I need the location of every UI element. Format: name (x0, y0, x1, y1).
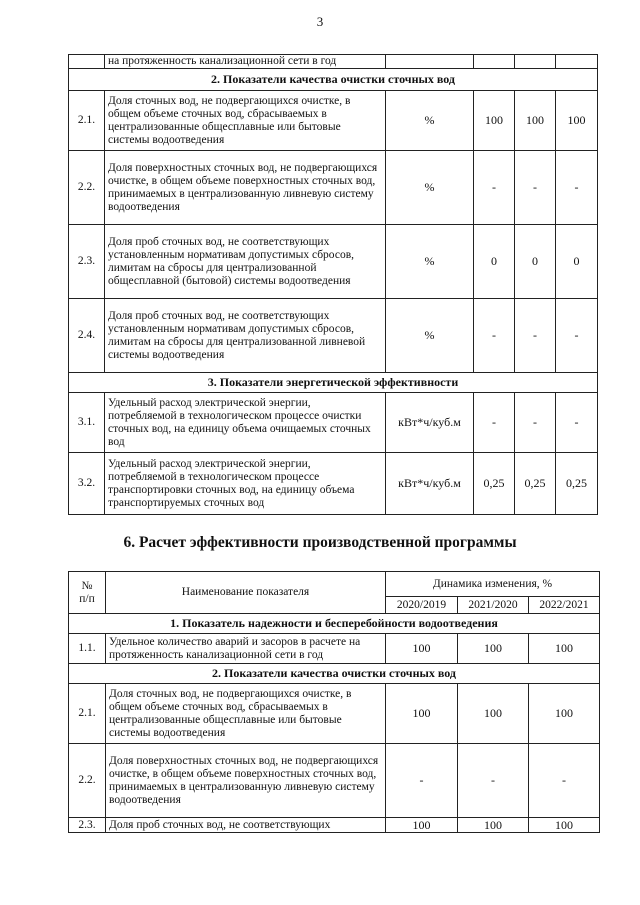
table-row (69, 744, 600, 818)
row-value-1: - (386, 744, 458, 818)
row-value-1: - (474, 151, 515, 225)
row-name: Доля проб сточных вод, не соответствующих установленным нормативам допустимых сбросов, лимитам на сбросы для централизованной ливневой системы водоотведения (105, 299, 386, 373)
row-value-3: 100 (529, 684, 600, 744)
row-value-3: 100 (556, 91, 598, 151)
header-name: Наименование показателя (106, 572, 386, 614)
section-row (69, 614, 600, 634)
row-value-3: 0 (556, 225, 598, 299)
section-row (69, 373, 598, 393)
row-value-1: - (474, 299, 515, 373)
section-title: 1. Показатель надежности и бесперебойности водоотведения (69, 614, 600, 634)
row-value-1: - (474, 393, 515, 453)
header-year: 2021/2020 (458, 597, 529, 614)
table-row (69, 393, 598, 453)
efficiency-table (68, 571, 600, 833)
row-value-3: - (529, 744, 600, 818)
section-title: 2. Показатели качества очистки сточных вод (69, 664, 600, 684)
row-name: Доля проб сточных вод, не соответствующих (106, 818, 386, 833)
section-title: 2. Показатели качества очистки сточных вод (69, 69, 598, 91)
row-value-3: - (556, 299, 598, 373)
row-unit: кВт*ч/куб.м (386, 453, 474, 515)
row-unit: % (386, 151, 474, 225)
row-number: 2.1. (69, 684, 106, 744)
header-number: № п/п (69, 572, 106, 614)
row-value-2: 0 (515, 225, 556, 299)
row-unit: кВт*ч/куб.м (386, 393, 474, 453)
row-name: Доля сточных вод, не подвергающихся очистке, в общем объеме сточных вод, сбрасываемых в централизованные общесплавные или бытовые системы водоотведения (106, 684, 386, 744)
table-row (69, 818, 600, 833)
row-number: 2.3. (69, 818, 106, 833)
row-name: Доля поверхностных сточных вод, не подвергающихся очистке, в общем объеме поверхностных сточных вод, принимаемых в централизованную ливневую систему водоотведения (106, 744, 386, 818)
row-unit: % (386, 91, 474, 151)
row-number: 2.2. (69, 151, 105, 225)
row-value-1: 100 (386, 818, 458, 833)
row-name: Доля проб сточных вод, не соответствующих установленным нормативам допустимых сбросов, лимитам на сбросы для централизованной общесплавной (бытовой) системы водоотведения (105, 225, 386, 299)
row-value-3: 0,25 (556, 453, 598, 515)
row-number: 3.1. (69, 393, 105, 453)
header-dynamics: Динамика изменения, % (386, 572, 600, 597)
row-value-2: 100 (458, 634, 529, 664)
row-name: Доля сточных вод, не подвергающихся очистке, в общем объеме сточных вод, сбрасываемых в централизованные общесплавные или бытовые системы водоотведения (105, 91, 386, 151)
row-value-1: 100 (386, 634, 458, 664)
row-number: 3.2. (69, 453, 105, 515)
row-value-1: 0 (474, 225, 515, 299)
row-value-2: - (458, 744, 529, 818)
row-value-2: 100 (458, 818, 529, 833)
table-row (69, 299, 598, 373)
section-heading: 6. Расчет эффективности производственной программы (123, 534, 517, 551)
table-row (69, 684, 600, 744)
row-value-1: 0,25 (474, 453, 515, 515)
row-number: 1.1. (69, 634, 106, 664)
row-value-2: 100 (515, 91, 556, 151)
page-number: 3 (316, 14, 324, 29)
row-unit: % (386, 225, 474, 299)
row-value-2: 0,25 (515, 453, 556, 515)
row-name: Доля поверхностных сточных вод, не подвергающихся очистке, в общем объеме поверхностных сточных вод, принимаемых в централизованную ливневую систему водоотведения (105, 151, 386, 225)
header-year: 2022/2021 (529, 597, 600, 614)
row-name: Удельное количество аварий и засоров в расчете на протяженность канализационной сети в год (106, 634, 386, 664)
row-number: 2.3. (69, 225, 105, 299)
row-name: Удельный расход электрической энергии, потребляемой в технологическом процессе очистки сточных вод, на единицу объема очищаемых сточных вод (105, 393, 386, 453)
row-value-3: - (556, 151, 598, 225)
row-number: 2.4. (69, 299, 105, 373)
row-value-3: 100 (529, 818, 600, 833)
row-value-2: - (515, 393, 556, 453)
row-value-1: 100 (474, 91, 515, 151)
row-value-3: - (556, 393, 598, 453)
section-row (69, 664, 600, 684)
row-value-2: - (515, 299, 556, 373)
header-year: 2020/2019 (386, 597, 458, 614)
row-number: 2.2. (69, 744, 106, 818)
row-value-2: 100 (458, 684, 529, 744)
table-row (69, 634, 600, 664)
section-row (69, 69, 598, 91)
header-row (69, 572, 600, 597)
row-value-1: 100 (386, 684, 458, 744)
table-row (69, 91, 598, 151)
row-number: 2.1. (69, 91, 105, 151)
table-row (69, 55, 598, 69)
row-unit: % (386, 299, 474, 373)
table-row (69, 151, 598, 225)
row-name: на протяженность канализационной сети в год (105, 55, 386, 69)
table-row (69, 225, 598, 299)
table-row (69, 453, 598, 515)
row-name: Удельный расход электрической энергии, потребляемой в технологическом процессе транспортировки сточных вод, на единицу объема транспортируемых сточных вод (105, 453, 386, 515)
section-title: 3. Показатели энергетической эффективности (69, 373, 598, 393)
indicators-table-continued (68, 54, 598, 515)
row-value-2: - (515, 151, 556, 225)
row-value-3: 100 (529, 634, 600, 664)
